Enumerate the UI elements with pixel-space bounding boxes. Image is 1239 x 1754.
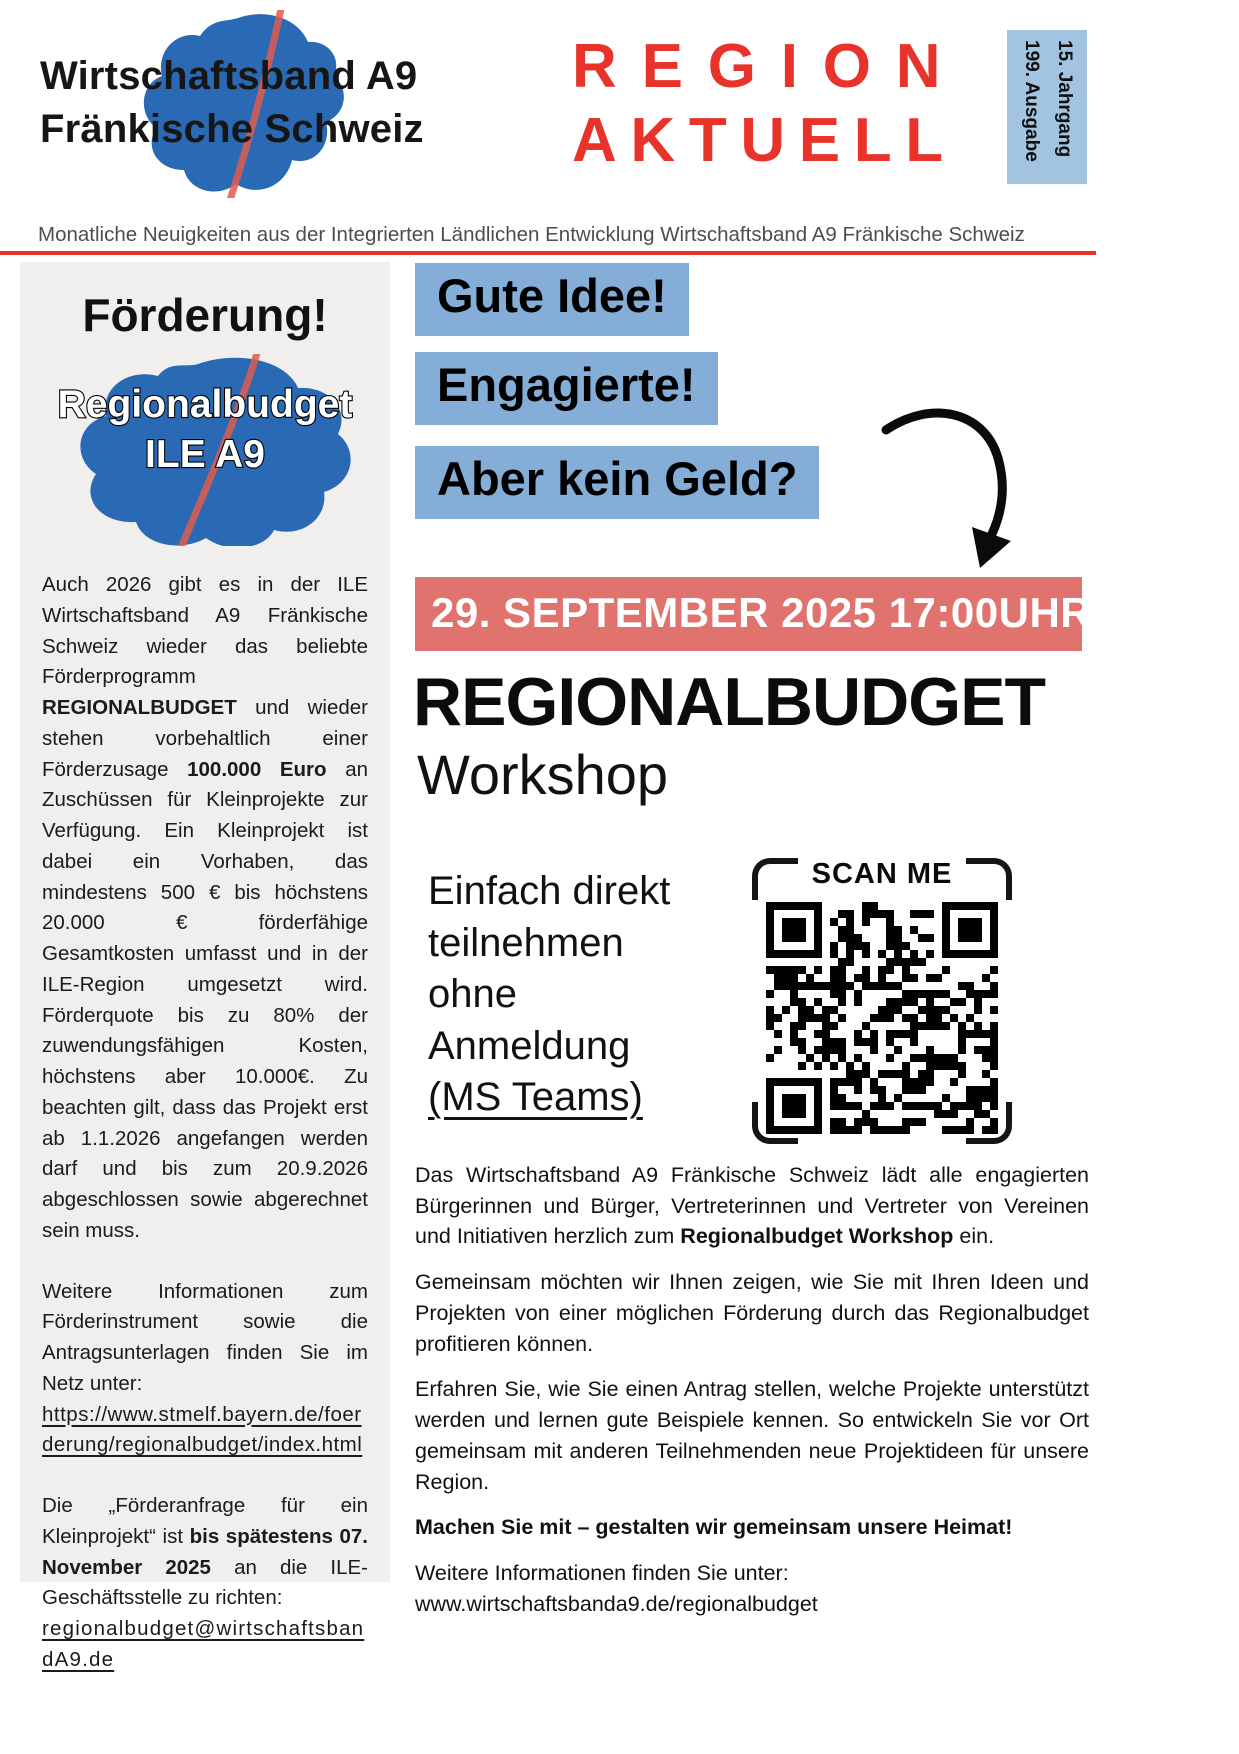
left-column: [20, 262, 390, 1671]
header-divider: [0, 251, 1096, 255]
website-url[interactable]: www.wirtschaftsbanda9.de/regionalbudget: [415, 1591, 818, 1616]
funding-bold-2: 100.000 Euro: [187, 757, 327, 781]
cta-paragraph: Machen Sie mit – gestalten wir gemeinsam unsere Heimat!: [415, 1515, 1013, 1540]
intro-paragraph: [415, 1160, 1089, 1252]
deadline-text-1: Die „Förderanfrage für ein Kleinprojekt“ ist: [42, 1494, 368, 1548]
qr-frame-corner-tr: [966, 858, 1012, 900]
qr-block: [752, 858, 1012, 1144]
scan-me-label: SCAN ME: [811, 858, 953, 890]
qr-frame-corner-tl: [752, 858, 798, 900]
date-banner: 29. SEPTEMBER 2025 17:00UHR: [415, 577, 1082, 651]
stmelf-link[interactable]: https://www.stmelf.bayern.de/foerderung/regionalbudget/index.html: [42, 1402, 363, 1457]
deadline-paragraph: [42, 1491, 368, 1676]
more-info-paragraph: [415, 1558, 1089, 1619]
logo-text: [40, 50, 424, 156]
workshop-title: REGIONALBUDGET: [413, 664, 1045, 740]
funding-paragraph: [42, 570, 368, 1247]
tagline: Monatliche Neuigkeiten aus der Integrierten Ländlichen Entwicklung Wirtschaftsband A9 Fränkische Schweiz: [38, 223, 1025, 246]
blob-caption-line-1: Regionalbudget: [57, 383, 353, 426]
invite-line-5: (MS Teams): [428, 1075, 643, 1120]
masthead-title: [572, 30, 965, 179]
regionalbudget-blob: [20, 352, 390, 550]
foerderung-heading: Förderung!: [82, 289, 328, 341]
invite-line-3: ohne: [428, 972, 517, 1017]
blob-caption-line-2: ILE A9: [145, 432, 265, 476]
masthead-line-1: REGION: [572, 32, 966, 101]
invite-line-4: Anmeldung: [428, 1023, 631, 1068]
qr-code: [766, 902, 998, 1134]
intro-text-1: Das Wirtschaftsband A9 Fränkische Schweiz lädt alle engagierten Bürgerinnen und Bürger, Vertreterinnen und Vertreter von Vereinen und Initiativen herzlich zum: [415, 1163, 1089, 1249]
funding-text-2: und wieder stehen vorbehaltlich einer Förderzusage: [42, 696, 368, 781]
email-link[interactable]: regionalbudget@wirtschaftsbandA9.de: [42, 1617, 365, 1671]
invite-text: [428, 866, 768, 1124]
deadline-bold: bis spätestens 07. November 2025: [42, 1524, 368, 1579]
more-info-text: Weitere Informationen finden Sie unter:: [415, 1561, 789, 1586]
funding-text-1: Auch 2026 gibt es in der ILE Wirtschaftsband A9 Fränkische Schweiz wieder das beliebte Förderprogramm: [42, 573, 368, 689]
funding-text-3: an Zuschüssen für Kleinprojekte zur Verfügung. Ein Kleinprojekt ist dabei ein Vorhaben, das mindestens 500 € bis höchstens 20.000 € förderfähige Gesamtkosten umfasst und in der ILE-Region umgesetzt wird. Förderquote bis zu 80% der zuwendungsfähigen Kosten, höchstens aber 10.000€. Zu beachten gilt, dass das Projekt erst ab 1.1.2026 angefangen werden darf und bis zum 20.9.2026 abgeschlossen sowie abgerechnet sein muss.: [42, 757, 368, 1242]
logo-line-2: Fränkische Schweiz: [40, 107, 424, 152]
workshop-subtitle: Workshop: [417, 743, 669, 806]
logo-line-1: Wirtschaftsband A9: [40, 54, 418, 98]
invite-line-2: teilnehmen: [428, 920, 624, 965]
highlight-engagierte: Engagierte!: [415, 352, 718, 425]
blob-caption: [20, 380, 390, 480]
intro-bold: Regionalbudget Workshop: [680, 1224, 954, 1249]
learn-paragraph: Erfahren Sie, wie Sie einen Antrag stellen, welche Projekte unterstützt werden und lernen gute Beispiele kennen. So entwickeln Sie vor Ort gemeinsam mit anderen Teilnehmenden neue Projektideen für unsere Region.: [415, 1377, 1089, 1494]
benefit-paragraph: Gemeinsam möchten wir Ihnen zeigen, wie Sie mit Ihren Ideen und Projekten von einer möglichen Förderung durch das Regionalbudget profitieren können.: [415, 1270, 1089, 1356]
funding-bold-1: REGIONALBUDGET: [42, 696, 237, 719]
issue-badge: [1007, 30, 1087, 184]
invite-line-1: Einfach direkt: [428, 869, 671, 913]
issue-year: 15. Jahrgang: [1054, 40, 1075, 158]
masthead-line-2: AKTUELL: [572, 106, 957, 176]
highlight-gute-idee: Gute Idee!: [415, 263, 689, 336]
left-column-text: [20, 550, 390, 1676]
info-paragraph: [42, 1277, 368, 1462]
highlight-aber-kein-geld: Aber kein Geld?: [415, 446, 819, 519]
issue-number: 199. Ausgabe: [1021, 40, 1042, 162]
deadline-text-2: an die ILE-Geschäftsstelle zu richten:: [42, 1555, 369, 1610]
curved-arrow-icon: [880, 400, 1020, 575]
info-text: Weitere Informationen zum Förderinstrument sowie die Antragsunterlagen finden Sie im Netz unter:: [42, 1279, 368, 1395]
body-copy: [415, 1160, 1089, 1620]
intro-text-2: ein.: [953, 1224, 995, 1249]
